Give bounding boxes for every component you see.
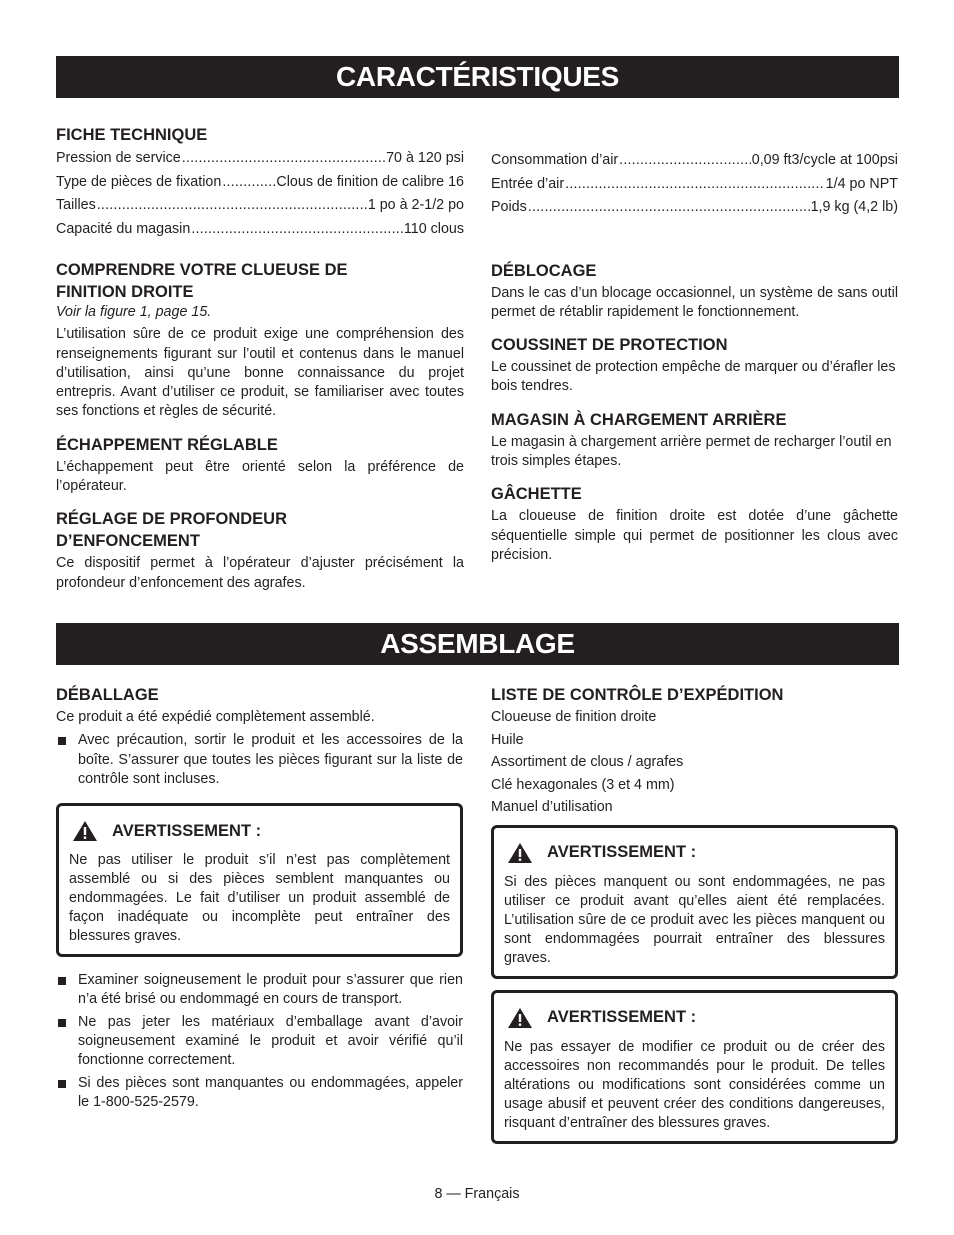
warning-box (56, 803, 463, 957)
bullet-item: Si des pièces sont manquantes ou endommagées, appeler le 1-800-525-2579. (56, 1074, 463, 1113)
coussinet-section (491, 334, 898, 397)
echappement-text: L’échappement peut être orienté selon la préférence de l’opérateur. (56, 458, 464, 495)
reglage-section (56, 508, 464, 593)
deballage-intro: Ce produit a été expédié complètement assemblé. (56, 709, 375, 725)
list-item: Assortiment de clous / agrafes (491, 754, 684, 770)
spec-row: Poids ..... 1,9 kg (4,2 lb) (491, 196, 898, 220)
reglage-text: Ce dispositif permet à l’opérateur d’ajuster précisément la profondeur d’enfoncement des agrafes. (56, 555, 464, 591)
echappement-heading: ÉCHAPPEMENT RÉGLABLE (56, 435, 278, 454)
comprendre-text: L’utilisation sûre de ce produit exige une compréhension des renseignements figurant sur l’outil et contenus dans le manuel d’utilisation, ainsi qu’une bonne connaissance du projet entrepris. Avant d’utiliser ce produit, se familiariser avec toutes ses fonctions et règles de sécurité. (56, 326, 464, 420)
coussinet-text: Le coussinet de protection empêche de marquer ou d’érafler les bois tendres. (491, 359, 896, 395)
warning-box (491, 825, 898, 979)
comprendre-heading: COMPRENDRE VOTRE CLUEUSE DE FINITION DROITE (56, 261, 348, 301)
magasin-text: Le magasin à chargement arrière permet de recharger l’outil en trois simples étapes. (491, 433, 892, 469)
spec-row: Consommation d’air ..... 0,09 ft3/cycle at 100psi (491, 149, 898, 173)
list-item: Clé hexagonales (3 et 4 mm) (491, 776, 675, 793)
list-item: Manuel d’utilisation (491, 799, 613, 815)
warning-box (491, 990, 898, 1144)
spec-row: Type de pièces de fixation ..... Clous de finition de calibre 16 (56, 171, 464, 195)
caracteristiques-left-column (56, 124, 464, 605)
magasin-section (491, 409, 898, 472)
warning-text: Si des pièces manquent ou sont endommagées, ne pas utiliser ce produit avant qu’elles aient été remplacées. L’utilisation sûre de ce produit avec les pièces manquent ou sont endommagées pourrait entraîner des blessures graves. (504, 873, 885, 966)
warning-triangle-icon (72, 820, 98, 842)
deballage-heading: DÉBALLAGE (56, 686, 159, 704)
comprendre-section (56, 259, 464, 422)
warning-triangle-icon (507, 1007, 533, 1029)
list-item: Huile (491, 731, 524, 748)
gachette-section (491, 483, 898, 565)
assemblage-title: ASSEMBLAGE (56, 623, 899, 665)
echappement-section (56, 434, 464, 497)
gachette-text: La cloueuse de finition droite est dotée d’une gâchette séquentielle simple qui permet de positionner les clous avec précision. (491, 508, 898, 563)
gachette-heading: GÂCHETTE (491, 485, 582, 504)
spec-row: Entrée d’air ..... 1/4 po NPT (491, 173, 898, 197)
warning-text: Ne pas essayer de modifier ce produit ou de créer des accessoires non recommandés pour le produit. De telles altérations ou modifications sont considérées comme un usage abusif et peuvent créer des conditions dangereuses, risquant d’entraîner des blessures graves. (504, 1038, 885, 1131)
warning-text: Ne pas utiliser le produit s’il n’est pas complètement assemblé ou si des pièces semblent manquantes ou endommagées. Le fait d’utiliser un produit assemblé de façon inadéquate ou incomplète peut entraîner des blessures graves. (69, 852, 450, 945)
liste-heading: LISTE DE CONTRÔLE D’EXPÉDITION (491, 686, 784, 704)
deblocage-section (491, 260, 898, 323)
bullet-item: Examiner soigneusement le produit pour s’assurer que rien n’a été brisé ou endommagé en cours de transport. (56, 971, 463, 1010)
spec-row: Tailles ..... 1 po à 2-1/2 po (56, 194, 464, 218)
assemblage-left-column (56, 684, 463, 1115)
caracteristiques-title: CARACTÉRISTIQUES (56, 56, 899, 98)
warning-triangle-icon (507, 842, 533, 864)
reglage-heading: RÉGLAGE DE PROFONDEUR D’ENFONCEMENT (56, 510, 288, 551)
deblocage-heading: DÉBLOCAGE (491, 261, 597, 280)
page-footer: 8 — Français (434, 1186, 520, 1202)
shipping-list (491, 706, 898, 819)
warning-header: AVERTISSEMENT : (504, 842, 885, 864)
warning-header: AVERTISSEMENT : (504, 1007, 885, 1029)
bullet-item: Avec précaution, sortir le produit et les accessoires de la boîte. S’assurer que toutes les pièces figurant sur la liste de contrôle sont incluses. (56, 731, 463, 789)
caracteristiques-right-column (491, 149, 898, 577)
magasin-heading: MAGASIN À CHARGEMENT ARRIÈRE (491, 410, 787, 429)
spec-list-left (56, 147, 464, 241)
bullet-item: Ne pas jeter les matériaux d’emballage avant d’avoir soigneusement examiné le produit et avoir vérifié qu’il fonctionne correctement. (56, 1013, 463, 1071)
figure-note: Voir la figure 1, page 15. (56, 304, 212, 320)
spec-row: Capacité du magasin ..... 110 clous (56, 218, 464, 242)
warning-header: AVERTISSEMENT : (69, 820, 450, 842)
list-item: Cloueuse de finition droite (491, 709, 657, 725)
deblocage-text: Dans le cas d’un blocage occasionnel, un système de sans outil permet de rétablir rapidement le fonctionnement. (491, 284, 898, 320)
spec-list-right (491, 149, 898, 220)
coussinet-heading: COUSSINET DE PROTECTION (491, 336, 728, 355)
fiche-technique-heading: FICHE TECHNIQUE (56, 126, 208, 144)
assemblage-right-column (491, 684, 898, 1144)
spec-row: Pression de service ..... 70 à 120 psi (56, 147, 464, 171)
